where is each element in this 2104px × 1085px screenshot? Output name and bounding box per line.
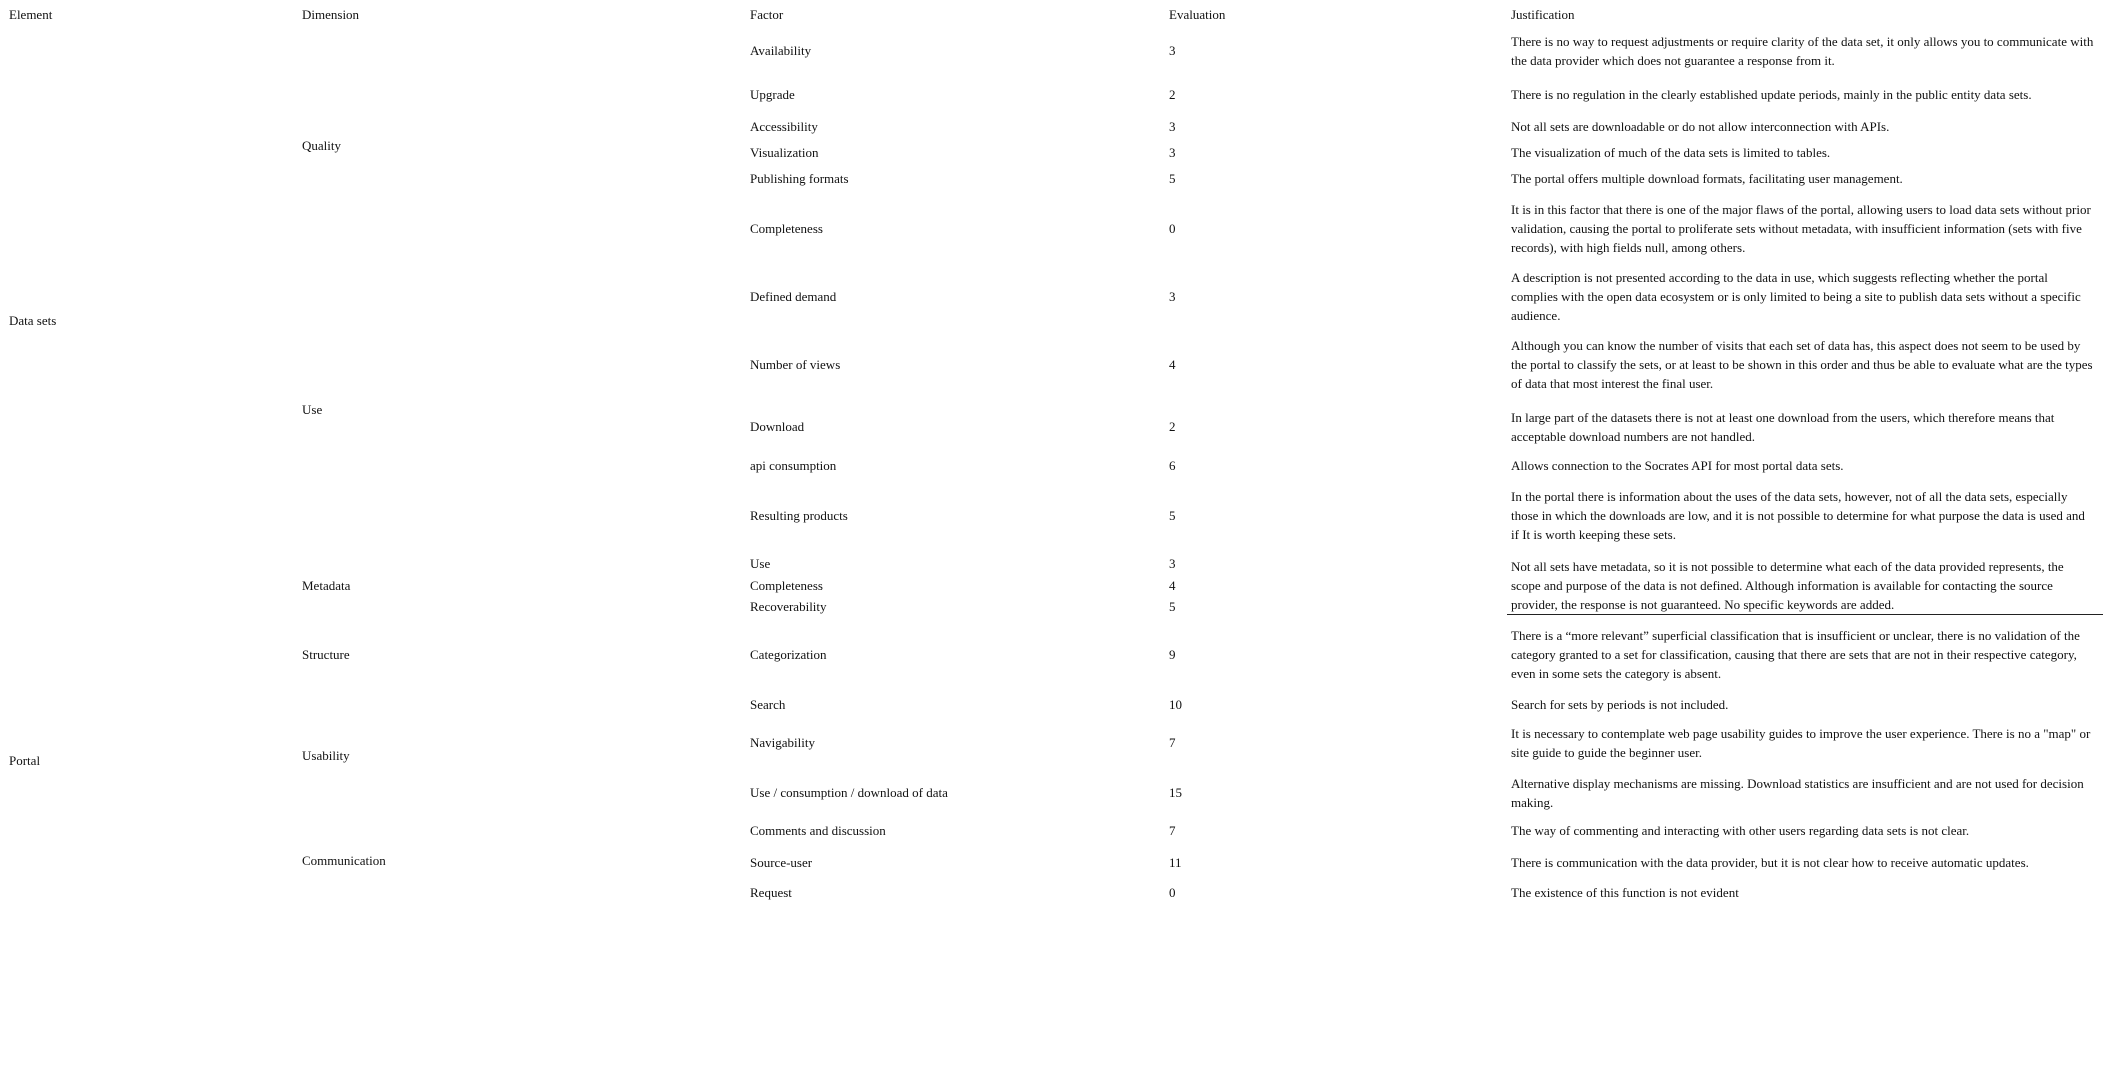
factor-cell: Search (750, 697, 786, 712)
evaluation-cell: 4 (1169, 357, 1176, 372)
dimension-communication: Communication (302, 853, 386, 868)
justification-cell: Alternative display mechanisms are missing. Download statistics are insufficient and are not used for decision making. (1511, 776, 2084, 810)
evaluation-cell: 7 (1169, 735, 1176, 750)
header-factor: Factor (750, 7, 784, 22)
evaluation-cell: 3 (1169, 119, 1176, 134)
evaluation-cell: 5 (1169, 171, 1176, 186)
dimension-metadata: Metadata (302, 578, 351, 593)
metadata-justification-cell: Not all sets have metadata, so it is not possible to determine what each of the data provided represents, the scope and purpose of the data is not defined. Although information is available for contacting the source provider, the response is not guaranteed. No specific keywords are added. (1511, 559, 2064, 612)
factor-cell: Categorization (750, 647, 827, 662)
evaluation-cell: 3 (1169, 145, 1176, 160)
evaluation-cell: 15 (1169, 785, 1182, 800)
justification-cell: In large part of the datasets there is not at least one download from the users, which therefore means that acceptable download numbers are not handled. (1511, 410, 2055, 444)
dimension-quality: Quality (302, 138, 341, 153)
justification-cell: A description is not presented according to the data in use, which suggests reflecting whether the portal complies with the open data ecosystem or is only limited to being a site to publish data sets without a specific audience. (1511, 270, 2081, 323)
justification-cell: Search for sets by periods is not included. (1511, 697, 1729, 712)
evaluation-cell: 2 (1169, 87, 1176, 102)
dimension-structure: Structure (302, 647, 350, 662)
justification-cell: In the portal there is information about the uses of the data sets, however, not of all the data sets, especially those in which the downloads are low, and it is not possible to determine for what purpose the data is used and if It is worth keeping these sets. (1511, 489, 2085, 542)
evaluation-cell: 3 (1169, 43, 1176, 58)
evaluation-cell: 4 (1169, 578, 1176, 593)
justification-cell: The way of commenting and interacting with other users regarding data sets is not clear. (1511, 823, 1970, 838)
evaluation-cell: 3 (1169, 289, 1176, 304)
header-justification: Justification (1511, 7, 1575, 22)
factor-cell: Source-user (750, 855, 813, 870)
evaluation-cell: 3 (1169, 556, 1176, 571)
factor-cell: api consumption (750, 458, 837, 473)
factor-cell: Resulting products (750, 508, 848, 523)
justification-cell: There is no regulation in the clearly established update periods, mainly in the public entity data sets. (1511, 87, 2032, 102)
evaluation-cell: 6 (1169, 458, 1176, 473)
factor-cell: Defined demand (750, 289, 837, 304)
factor-cell: Availability (750, 43, 812, 58)
evaluation-cell: 10 (1169, 697, 1182, 712)
header-evaluation: Evaluation (1169, 7, 1226, 22)
factor-cell: Visualization (750, 145, 819, 160)
factor-cell: Completeness (750, 221, 823, 236)
factor-cell: Comments and discussion (750, 823, 886, 838)
header-dimension: Dimension (302, 7, 360, 22)
factor-cell: Download (750, 419, 805, 434)
dimension-use: Use (302, 402, 323, 417)
justification-cell: It is necessary to contemplate web page usability guides to improve the user experience. There is no a "map" or site guide to guide the beginner user. (1511, 726, 2091, 760)
element-portal: Portal (9, 753, 41, 768)
factor-cell: Accessibility (750, 119, 818, 134)
evaluation-cell: 7 (1169, 823, 1176, 838)
justification-cell: Not all sets are downloadable or do not allow interconnection with APIs. (1511, 119, 1890, 134)
element-data-sets: Data sets (9, 313, 57, 328)
evaluation-cell: 0 (1169, 221, 1176, 236)
evaluation-cell: 9 (1169, 647, 1176, 662)
header-element: Element (9, 7, 53, 22)
justification-cell: There is no way to request adjustments or require clarity of the data set, it only allows you to communicate with the data provider which does not guarantee a response from it. (1511, 34, 2094, 68)
factor-cell: Upgrade (750, 87, 795, 102)
evaluation-cell: 5 (1169, 508, 1176, 523)
justification-cell: Allows connection to the Socrates API for most portal data sets. (1511, 458, 1844, 473)
justification-cell: Although you can know the number of visits that each set of data has, this aspect does not seem to be used by the portal to classify the sets, or at least to be shown in this order and thus be able to evaluate what are the types of data that most interest the final user. (1511, 338, 2093, 391)
justification-cell: The visualization of much of the data sets is limited to tables. (1511, 145, 1831, 160)
justification-cell: The portal offers multiple download formats, facilitating user management. (1511, 171, 1903, 186)
factor-cell: Number of views (750, 357, 841, 372)
factor-cell: Use (750, 556, 771, 571)
dimension-usability: Usability (302, 748, 350, 763)
factor-cell: Use / consumption / download of data (750, 785, 948, 800)
evaluation-cell: 0 (1169, 885, 1176, 900)
factor-cell: Publishing formats (750, 171, 849, 186)
evaluation-cell: 11 (1169, 855, 1182, 870)
evaluation-cell: 5 (1169, 599, 1176, 614)
metadata-row-divider (1507, 614, 2103, 615)
factor-cell: Recoverability (750, 599, 827, 614)
justification-cell: There is a “more relevant” superficial classification that is insufficient or unclear, there is no validation of the category granted to a set for classification, causing that there are sets that are not in their respective category, even in some sets the category is absent. (1511, 628, 2080, 681)
factor-cell: Navigability (750, 735, 815, 750)
justification-cell: There is communication with the data provider, but it is not clear how to receive automatic updates. (1511, 855, 2029, 870)
factor-cell: Completeness (750, 578, 823, 593)
factor-cell: Request (750, 885, 792, 900)
justification-cell: The existence of this function is not evident (1511, 885, 1739, 900)
evaluation-cell: 2 (1169, 419, 1176, 434)
justification-cell: It is in this factor that there is one of the major flaws of the portal, allowing users to load data sets without prior validation, causing the portal to proliferate sets without metadata, with insufficient information (sets with five records), with high fields null, among others. (1511, 202, 2091, 255)
